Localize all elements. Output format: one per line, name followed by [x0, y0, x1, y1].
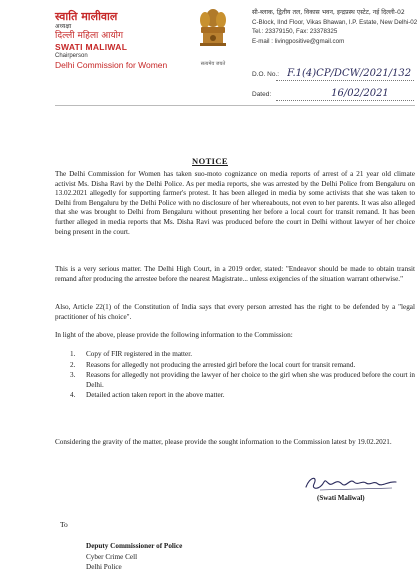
org-english: Delhi Commission for Women: [55, 60, 168, 70]
recipient-line-1: Cyber Crime Cell: [86, 552, 138, 561]
letterhead-divider: [55, 105, 415, 106]
emblem-motto: सत्यमेव जयते: [200, 61, 226, 67]
name-hindi: स्वाति मालीवाल: [55, 10, 118, 23]
dated-row: [252, 88, 389, 99]
address-hindi: सी-ब्लाक, द्वितीय तल, विकास भवन, इन्द्रप्रस्थ एस्टेट, नई दिल्ली-02: [252, 9, 405, 16]
list-item: 1. Copy of FIR registered in the matter.: [70, 350, 192, 358]
paragraph-1: The Delhi Commission for Women has taken suo-moto cognizance on media reports of arrest of a 21 year old climate activist Ms. Disha Ravi by the Delhi Police. As per media reports, she was arrested by the Delhi Police from Bengaluru on 13.02.2021 allegedly for supporting farmer's protest. It has been alleged in media by some activists that she was taken to Delhi from Bengaluru by the Delhi Police with no disclosure of her whereabouts, not even to her parents. It was also alleged that she was brought to Delhi from Bengaluru without presenting her before a local court for transit remand. It has been further alleged in media reports that Ms. Disha Ravi was produced before the court in Delhi without lawyer of her choice being present in the court.: [55, 170, 415, 236]
do-value: F.1(4)CP/DCW/2021/132: [287, 68, 412, 79]
tel-fax: Tel.: 23379150, Fax: 23378325: [252, 28, 338, 35]
closing-paragraph: Considering the gravity of the matter, please provide the sought information to the Commission latest by 19.02.2021.: [55, 438, 392, 446]
emblem-icon: [196, 6, 230, 54]
dated-underline: [276, 100, 414, 101]
list-item: 4. Detailed action taken report in the above matter.: [70, 391, 225, 400]
paragraph-4: In light of the above, please provide the following information to the Commission:: [55, 331, 293, 339]
letterhead-right: [252, 8, 418, 46]
email: E-mail : livingpositive@gmail.com: [252, 37, 345, 45]
signatory-name: (Swati Maliwal): [317, 494, 365, 502]
notice-title: NOTICE: [192, 156, 228, 166]
designation-english: Chairperson: [55, 53, 88, 59]
national-emblem: [196, 6, 230, 67]
handwritten-signature: [300, 472, 410, 494]
paragraph-2: This is a very serious matter. The Delhi High Court, in a 2019 order, stated: "Endeavor should be made to obtain transit remand after producing the arrestee before the nearest Magistrate... unless exigencies of the situation warrant otherwise.": [55, 265, 415, 283]
dated-value: 16/02/2021: [331, 88, 389, 99]
do-label: D.O. No.:: [252, 71, 280, 78]
address-english: C-Block, IInd Floor, Vikas Bhawan, I.P. Estate, New Delhi-02: [252, 18, 418, 26]
name-english: SWATI MALIWAL: [55, 42, 128, 52]
to-label: To: [60, 520, 68, 529]
recipient-address: [86, 541, 182, 573]
designation-hindi: अध्यक्षा: [55, 23, 72, 30]
list-item: 2. Reasons for allegedly not producing the arrested girl before the local court for transit remand.: [70, 360, 356, 369]
dated-label: Dated:: [252, 91, 272, 98]
recipient-title: Deputy Commissioner of Police: [86, 542, 183, 550]
paragraph-3: Also, Article 22(1) of the Constitution of India says that every person arrested has the right to be defended by a "legal practitioner of his choice".: [55, 303, 415, 321]
org-hindi: दिल्ली महिला आयोग: [55, 31, 124, 41]
do-number-row: [252, 68, 411, 79]
letterhead-left: [55, 10, 205, 70]
list-item: 3. Reasons for allegedly not providing the lawyer of her choice to the girl when she was produced before the court in Delhi.: [70, 371, 415, 389]
recipient-line-2: Delhi Police: [86, 563, 122, 571]
do-underline: [276, 80, 414, 81]
info-request-list: [70, 350, 415, 402]
